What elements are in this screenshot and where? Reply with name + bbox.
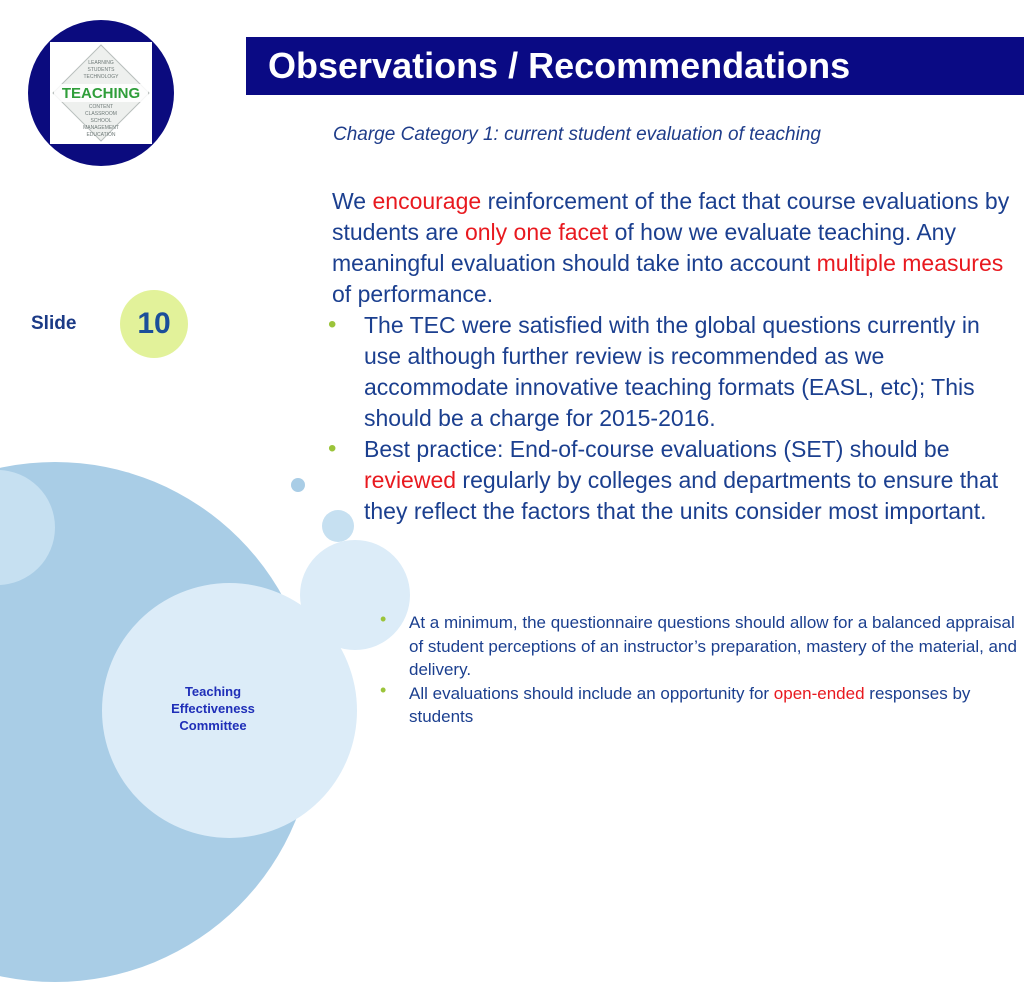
sub-bullet-item bbox=[380, 679, 1020, 729]
teaching-word-cloud-logo bbox=[50, 42, 152, 144]
sub-bullet-list bbox=[380, 611, 1020, 729]
footer-line: Teaching bbox=[184, 684, 242, 699]
sub-bullet-block bbox=[380, 611, 1020, 729]
text-segment: Best practice: End-of-course evaluations (SET) should be bbox=[364, 436, 950, 462]
text-segment: of performance. bbox=[332, 281, 494, 307]
bullet-dot-icon: • bbox=[380, 679, 387, 700]
text-segment: At a minimum, the questionnaire questions should allow for a balanced appraisal of student perceptions of an instructor’s preparation, mastery of the material, and delivery. bbox=[409, 613, 1017, 679]
text-segment: The TEC were satisfied with the global questions currently in use although further review is recommended as we accommodate innovative teaching formats (EASL, etc); This should be a charge for 2015-2016. bbox=[364, 312, 980, 431]
text-segment: All evaluations should include an opportunity for bbox=[409, 683, 774, 703]
footer-line: Effectiveness bbox=[171, 701, 255, 716]
bullet-item bbox=[328, 310, 1022, 434]
logo-cloud-word: MANAGEMENT bbox=[83, 125, 119, 131]
logo-cloud-word: SCHOOL bbox=[90, 118, 112, 124]
subtitle: Charge Category 1: current student evaluation of teaching bbox=[333, 124, 821, 145]
page-title: Observations / Recommendations bbox=[268, 45, 851, 86]
text-segment: regularly by colleges and departments to ensure that they reflect the factors that the units consider most important. bbox=[364, 467, 999, 524]
logo-word: TEACHING bbox=[61, 85, 141, 102]
logo-cloud-word: TECHNOLOGY bbox=[83, 74, 119, 80]
logo-cloud-word: CLASSROOM bbox=[85, 111, 117, 117]
text-segment: responses by students bbox=[409, 683, 971, 726]
logo-cloud-word: CONTENT bbox=[88, 104, 114, 110]
highlighted-text: only one facet bbox=[464, 219, 609, 245]
bullet-dot-icon: • bbox=[380, 609, 387, 629]
highlighted-text: reviewed bbox=[364, 467, 457, 493]
highlighted-text: multiple measures bbox=[816, 250, 1004, 276]
slide-number-badge: 10 bbox=[120, 290, 188, 358]
logo-cloud-word: LEARNING bbox=[88, 60, 114, 66]
text-segment: of how we evaluate teaching. Any meaningful evaluation should take into account bbox=[332, 219, 956, 276]
sub-bullet-item bbox=[380, 611, 1020, 682]
title-bar bbox=[246, 37, 1024, 95]
bullet-dot-icon: • bbox=[328, 435, 337, 462]
intro-paragraph bbox=[332, 186, 1022, 310]
main-content bbox=[328, 186, 1022, 527]
footer-line: Committee bbox=[179, 718, 247, 733]
highlighted-text: encourage bbox=[372, 188, 482, 214]
logo-cloud-word: STUDENTS bbox=[87, 67, 115, 73]
text-segment: reinforcement of the fact that course evaluations by students are bbox=[332, 188, 1010, 245]
bullet-item bbox=[328, 434, 1022, 527]
slide-label: Slide bbox=[31, 313, 77, 334]
highlighted-text: open-ended bbox=[773, 683, 865, 703]
bullet-list bbox=[328, 310, 1022, 527]
decorative-circle-small bbox=[291, 478, 305, 492]
bullet-dot-icon: • bbox=[328, 311, 337, 338]
text-segment: We bbox=[332, 188, 373, 214]
logo-cloud-word: EDUCATION bbox=[86, 132, 116, 138]
footer-committee bbox=[143, 683, 283, 734]
